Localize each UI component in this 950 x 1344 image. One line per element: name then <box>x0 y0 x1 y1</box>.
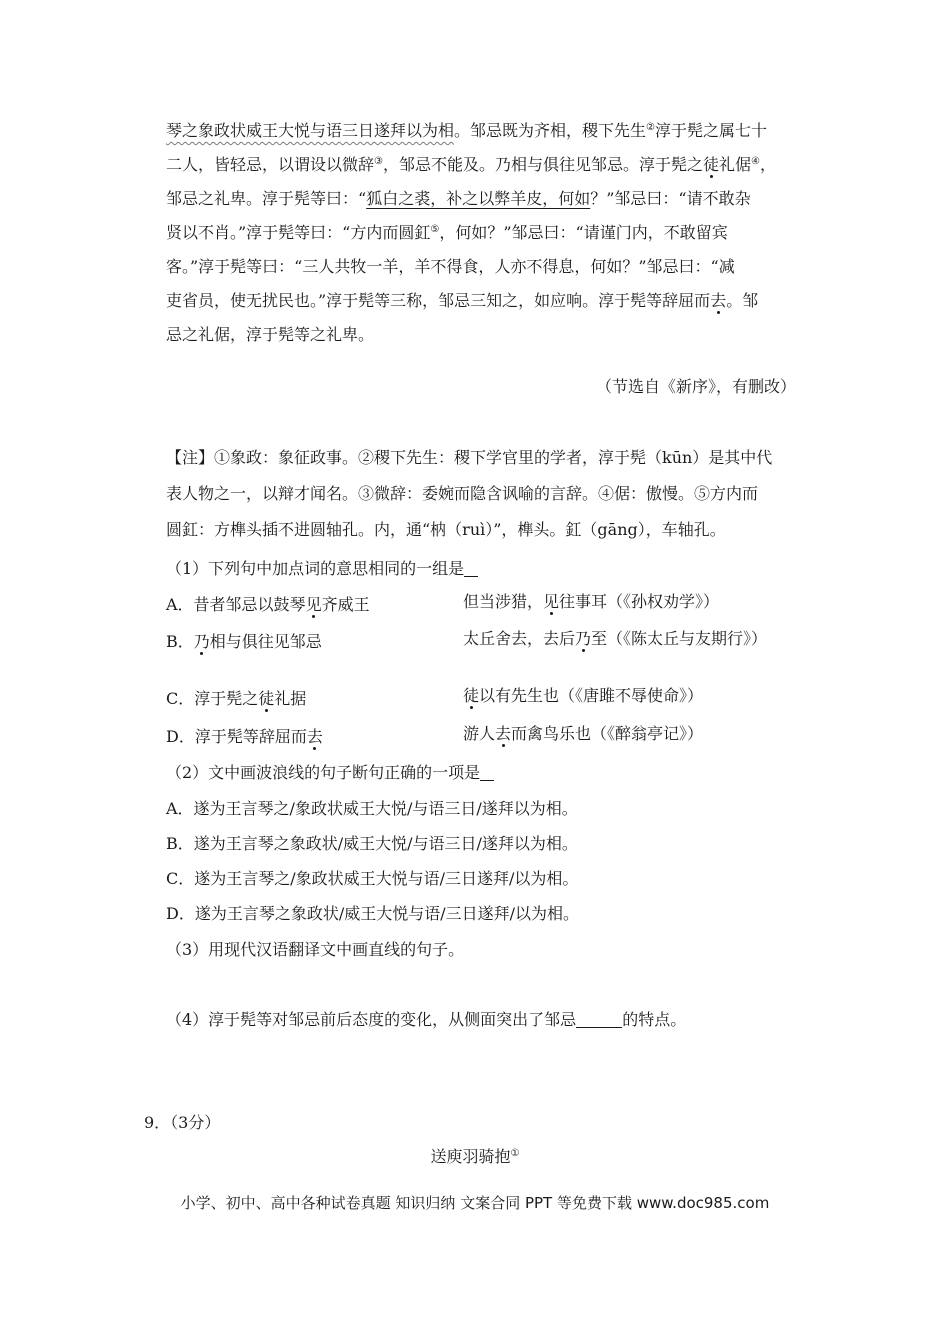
annotations <box>166 440 816 548</box>
dotted-word: 徒 <box>703 155 720 174</box>
dotted-word: 去 <box>710 291 727 310</box>
q1-option-d-right: 游人去而禽鸟乐也（《醉翁亭记》） <box>463 724 704 743</box>
passage-line: 忌之礼倨，淳于髡等之礼卑。 <box>166 325 375 344</box>
passage-line: 贤以不肖。”淳于髡等曰：“方内而圆釭⑤，何如？”邹忌曰：“请谨门内，不敢留宾 <box>166 223 728 242</box>
q1-option-a-left[interactable]: A．昔者邹忌以鼓琴见齐威王 <box>166 595 370 614</box>
question-3-stem: （3）用现代汉语翻译文中画直线的句子。 <box>166 940 465 959</box>
q1-option-c-right: 徒以有先生也（《唐雎不辱使命》） <box>463 686 704 705</box>
q2-option-b[interactable]: B．遂为王言琴之象政状/威王大悦/与语三日/遂拜以为相。 <box>166 834 578 853</box>
q1-option-b-right: 太丘舍去，去后乃至（《陈太丘与友期行》） <box>463 629 768 648</box>
note-mark: ① <box>510 1148 520 1159</box>
passage-source: （节选自《新序》，有删改） <box>596 377 797 396</box>
q1-option-b-left[interactable]: B．乃相与俱往见邹忌 <box>166 632 322 651</box>
passage-line: 客。”淳于髡等曰：“三人共牧一羊，羊不得食，人亦不得息，何如？”邹忌曰：“减 <box>166 257 735 276</box>
note-mark: ④ <box>751 156 760 167</box>
poem-title: 送庾羽骑抱① <box>430 1147 520 1166</box>
q2-option-a[interactable]: A．遂为王言琴之/象政状威王大悦/与语三日/遂拜以为相。 <box>166 799 578 818</box>
answer-blank[interactable] <box>464 560 478 577</box>
annotation-line: 【注】①象政：象征政事。②稷下先生：稷下学官里的学者，淳于髡（kūn）是其中代 <box>166 448 773 467</box>
passage-line: 琴之象政状威王大悦与语三日遂拜以为相。邹忌既为齐相，稷下先生②淳于髡之属七十 <box>166 121 768 140</box>
passage-line: 邹忌之礼卑。淳于髡等曰：“狐白之裘，补之以弊羊皮，何如？”邹忌曰：“请不敢杂 <box>166 189 751 208</box>
q1-option-d-left[interactable]: D．淳于髡等辞屈而去 <box>166 727 323 746</box>
passage <box>166 114 816 352</box>
question-4-stem: （4）淳于髡等对邹忌前后态度的变化，从侧面突出了邹忌 的特点。 <box>166 1010 687 1029</box>
page-footer: 小学、初中、高中各种试卷真题 知识归纳 文案合同 PPT 等免费下载 www.doc985.com <box>180 1194 770 1212</box>
passage-line: 吏省员，使无扰民也。”淳于髡等三称，邹忌三知之，如应响。淳于髡等辞屈而去。邹 <box>166 291 759 310</box>
note-mark: ⑤ <box>430 224 440 235</box>
note-mark: ② <box>646 122 655 133</box>
q1-option-a-right: 但当涉猎，见往事耳（《孙权劝学》） <box>463 592 720 611</box>
answer-blank[interactable] <box>480 764 494 781</box>
annotation-line: 表人物之一，以辩才闻名。③微辞：委婉而隐含讽喻的言辞。④倨：傲慢。⑤方内而 <box>166 484 759 503</box>
annotation-line: 圆釭：方榫头插不进圆轴孔。内，通“枘（ruì）”，榫头。釭（gāng），车轴孔。 <box>166 520 726 539</box>
underlined-sentence: 狐白之裘，补之以弊羊皮，何如 <box>366 189 591 208</box>
q1-option-c-left[interactable]: C．淳于髡之徒礼据 <box>166 689 307 708</box>
answer-blank[interactable] <box>576 1011 622 1028</box>
q2-option-d[interactable]: D．遂为王言琴之象政状/威王大悦与语/三日遂拜/以为相。 <box>166 904 580 923</box>
wavy-underlined-sentence: 琴之象政状威王大悦与语三日遂拜以为相 <box>166 121 455 140</box>
note-mark: ③ <box>374 156 383 167</box>
passage-line: 二人，皆轻忌，以谓设以微辞③，邹忌不能及。乃相与俱往见邹忌。淳于髡之徒礼倨④， <box>166 155 777 174</box>
q2-option-c[interactable]: C．遂为王言琴之/象政状威王大悦与语/三日遂拜/以为相。 <box>166 869 579 888</box>
question-1-stem: （1）下列句中加点词的意思相同的一组是 <box>166 556 478 579</box>
question-9-number: 9．（3分） <box>144 1113 221 1132</box>
question-2-stem: （2）文中画波浪线的句子断句正确的一项是 <box>166 760 494 783</box>
